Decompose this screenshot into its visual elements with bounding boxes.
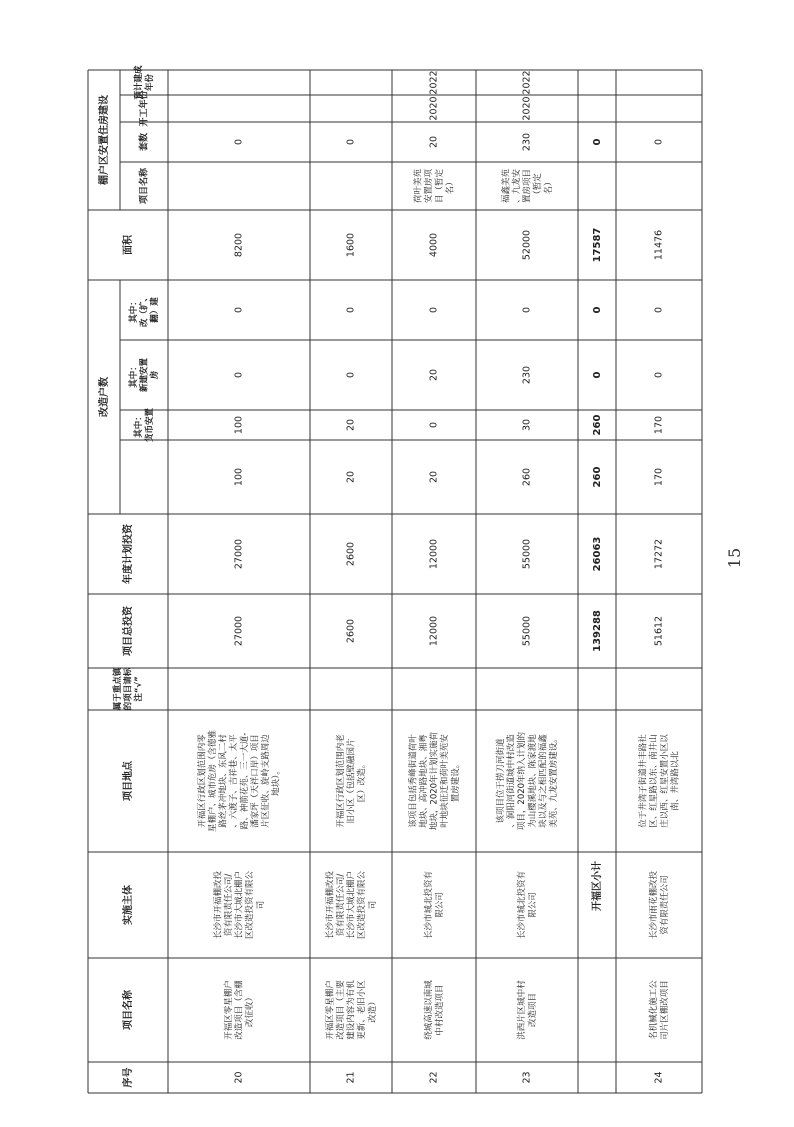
row-22-start-year — [429, 96, 440, 120]
row-20-name-line: 改征收） — [245, 992, 256, 1028]
header-name — [121, 989, 134, 1030]
row-24-new-build-line: 0 — [653, 371, 665, 379]
row-22-new-build — [429, 369, 440, 381]
row-24-entity-line: 长沙市雨花棚改投 — [649, 870, 660, 940]
header-annual-invest-line: 年度计划投资 — [123, 524, 134, 584]
row-20-location-line: 潘家坪（天祥口岸）项目 — [250, 734, 261, 828]
header-households-group-line: 改造户数 — [99, 377, 110, 417]
row-20-location-line: 开福区行政区划范围内零 — [197, 734, 208, 828]
row-22-finish-year — [429, 70, 440, 94]
row-20-entity — [212, 871, 266, 940]
row-21-seq — [346, 1071, 357, 1083]
row-22-area — [429, 233, 440, 257]
row-20-name-line: 改造项目（含棚 — [234, 980, 245, 1040]
row-22-seq-line: 22 — [428, 1071, 440, 1084]
row-22-entity-line: 限公司 — [434, 892, 445, 918]
header-key-town-line: 注“√” — [134, 676, 145, 702]
row-22-annual-invest-line: 12000 — [428, 538, 440, 570]
row-21-name-line: 改造项目（主要 — [335, 980, 346, 1040]
row-24-units-line: 0 — [653, 138, 665, 146]
row-21-name-line: 建设内容为有机 — [346, 980, 357, 1040]
row-24-annual-invest-line: 17272 — [653, 538, 665, 570]
row-22-rebuild — [429, 307, 440, 313]
header-finish-year-line: 预计建成 — [134, 65, 145, 100]
row-24-rebuild — [654, 307, 665, 313]
row-23-households-line: 260 — [521, 467, 533, 487]
row-23-finish-year — [522, 70, 533, 94]
row-22-cash-line: 0 — [428, 421, 440, 429]
row-23-housing-name — [500, 169, 554, 204]
row-20-area — [234, 233, 245, 257]
row-22-new-build-line: 20 — [428, 368, 440, 382]
row-23-total-invest — [522, 616, 533, 646]
row-23-new-build-line: 230 — [521, 365, 533, 385]
row-22-households-line: 20 — [428, 470, 440, 484]
row-22-location-line: 地块，2020年计划实施荷 — [429, 731, 440, 831]
row-23-location-line: 、洞阳河街道城中村改造 — [506, 734, 517, 828]
row-24-name — [648, 980, 670, 1040]
row-20-location-line: 路丝茅冲地块、东风二村 — [218, 734, 229, 828]
header-start-year-line: 开工年份 — [139, 90, 150, 127]
row-20-units — [234, 139, 245, 145]
row-22-housing-name-line: 安置房项 — [424, 168, 435, 204]
row-23-annual-invest-line: 55000 — [521, 538, 533, 570]
row-20-location-line: 片区征收、旋岭支路周边 — [261, 734, 272, 828]
row-21-households-line: 20 — [345, 470, 357, 484]
row-20-location-line: 地块）。 — [271, 766, 282, 796]
row-20-annual-invest-line: 27000 — [233, 538, 245, 570]
row-20-total-invest-line: 27000 — [233, 615, 245, 647]
row-21-units — [346, 139, 357, 145]
header-households-group — [97, 377, 110, 417]
row-23-area-line: 52000 — [521, 229, 533, 261]
row-23-location-line: 为山樱溪地块、陈家渡地 — [527, 734, 538, 828]
header-new-build-line: 新建安置 — [139, 357, 150, 393]
header-new-build-line: 其中： — [128, 362, 139, 388]
subtotal-new-build-line: 0 — [592, 371, 603, 379]
row-24-cash — [654, 416, 665, 434]
row-24-area-line: 11476 — [653, 229, 665, 261]
header-rebuild-line: 翻）建 — [150, 297, 161, 323]
row-22-name-line: 中村改造项目 — [434, 984, 445, 1036]
row-23-area — [522, 230, 533, 260]
row-24-name-line: 司片区棚改项目 — [659, 980, 670, 1040]
row-20-rebuild — [234, 307, 245, 313]
row-23-annual-invest — [522, 539, 533, 569]
header-cash-line: 其中： — [134, 412, 145, 438]
row-22-rebuild-line: 0 — [428, 306, 440, 314]
row-21-cash-line: 20 — [345, 418, 357, 432]
header-total-invest-line: 项目总投资 — [123, 606, 134, 656]
header-rebuild-line: 其中： — [128, 297, 139, 323]
row-20-name-line: 开福区零星棚户 — [223, 980, 234, 1040]
row-20-annual-invest — [234, 539, 245, 569]
subtotal-label-line: 开福区小计 — [592, 861, 603, 911]
row-22-location-line: 叶地块征迁和荷叶美苑安 — [440, 734, 451, 828]
header-housing-group — [97, 95, 110, 185]
row-23-total-invest-line: 55000 — [521, 615, 533, 647]
row-20-households — [234, 468, 245, 486]
header-key-town-line: 的项目请标 — [123, 667, 134, 711]
row-21-area — [346, 233, 357, 257]
row-23-entity — [516, 871, 538, 940]
row-20-location — [196, 730, 281, 833]
row-23-cash-line: 30 — [521, 418, 533, 432]
row-22-households — [429, 471, 440, 483]
row-20-entity-line: 司 — [255, 900, 266, 910]
row-21-new-build-line: 0 — [345, 371, 357, 379]
subtotal-new-build — [592, 371, 603, 378]
row-24-location — [638, 734, 681, 828]
row-24-entity — [648, 871, 670, 940]
header-key-town-line: 属于重点镇 — [112, 667, 123, 711]
row-21-seq-line: 21 — [345, 1071, 357, 1084]
row-22-units — [429, 136, 440, 148]
row-21-entity-line: 长沙市大城北棚户 — [346, 870, 357, 940]
header-seq — [121, 1068, 134, 1088]
row-22-annual-invest — [429, 539, 440, 569]
row-23-housing-name-line: （暂定 — [533, 173, 544, 199]
header-location — [121, 760, 134, 801]
row-23-location — [495, 731, 559, 830]
subtotal-area-line: 17587 — [592, 227, 603, 263]
subtotal-units — [592, 138, 603, 145]
row-20-total-invest — [234, 616, 245, 646]
row-20-new-build-line: 0 — [233, 371, 245, 379]
row-22-finish-year-line: 2022 — [428, 70, 440, 95]
row-24-location-line: 区、红星路以东、南井山 — [649, 734, 660, 828]
table-text-layer — [97, 65, 680, 1087]
row-23-households — [522, 468, 533, 486]
row-24-area — [654, 230, 665, 260]
row-21-entity-line: 资有限责任公司/ — [335, 873, 346, 937]
row-22-entity-line: 长沙市城北投资有 — [424, 870, 435, 940]
table-grid-lines — [88, 0, 794, 1093]
row-23-seq-line: 23 — [521, 1071, 533, 1084]
row-24-cash-line: 170 — [653, 415, 665, 435]
row-21-name-line: 改造） — [367, 997, 378, 1023]
header-annual-invest — [121, 523, 134, 584]
subtotal-annual-invest — [592, 537, 603, 572]
row-23-housing-name-line: 、九龙安 — [511, 168, 522, 204]
row-21-entity-line: 司 — [367, 900, 378, 910]
row-21-units-line: 0 — [345, 138, 357, 146]
page-number-text: 15 — [725, 547, 744, 569]
row-22-cash — [429, 422, 440, 428]
header-entity-line: 实施主体 — [123, 885, 134, 925]
header-area — [121, 234, 134, 255]
row-22-location — [407, 731, 461, 830]
row-22-housing-name-line: 目（暂定 — [434, 168, 445, 204]
row-21-annual-invest — [346, 542, 357, 566]
row-20-location-line: 、六渡子、吉祥巷、太平 — [229, 734, 240, 828]
header-new-build — [128, 358, 160, 393]
header-housing-name-line: 项目名称 — [139, 167, 150, 205]
subtotal-households — [592, 467, 603, 488]
row-23-name-line: 改造项目 — [527, 992, 538, 1028]
subtotal-households-line: 260 — [592, 466, 603, 488]
header-housing-group-line: 棚户区安置住房建设 — [99, 95, 110, 185]
header-housing-name — [138, 167, 150, 204]
header-new-build-line: 房 — [150, 370, 161, 380]
row-20-entity-line: 长沙市开福棚改投 — [213, 870, 224, 940]
row-20-cash-line: 100 — [233, 415, 245, 435]
subtotal-cash — [592, 415, 603, 436]
row-22-name-line: 绕城高速以南城 — [424, 980, 435, 1040]
subtotal-rebuild — [592, 306, 603, 313]
subtotal-units-line: 0 — [592, 138, 603, 146]
row-23-housing-name-line: 置房项目 — [522, 168, 533, 204]
header-total-invest — [121, 605, 134, 656]
row-23-seq — [522, 1071, 533, 1083]
row-20-entity-line: 资有限责任公司/ — [223, 873, 234, 937]
header-rebuild — [128, 293, 160, 327]
header-cash — [133, 408, 155, 443]
subtotal-label — [590, 861, 603, 911]
row-24-location-line: 庄以西、红星安置小区以 — [659, 734, 670, 828]
row-20-area-line: 8200 — [233, 232, 245, 258]
row-21-entity-line: 长沙市开福棚改投 — [325, 870, 336, 940]
row-21-annual-invest-line: 2600 — [345, 541, 357, 567]
row-23-name — [516, 980, 538, 1040]
row-21-cash — [346, 419, 357, 431]
row-22-total-invest-line: 12000 — [428, 615, 440, 647]
row-23-new-build — [522, 366, 533, 384]
row-24-households — [654, 468, 665, 486]
header-cash-line: 货币安置 — [144, 407, 155, 443]
row-22-housing-name-line: 荷叶美苑 — [413, 168, 424, 204]
header-area-line: 面积 — [123, 235, 134, 255]
row-20-name — [223, 980, 255, 1040]
row-20-location-line: 路、神箭花苑、三一大道- — [239, 732, 250, 830]
row-23-location-line: 块以及与之相匹配的福鑫 — [538, 734, 549, 828]
subtotal-cash-line: 260 — [592, 414, 603, 436]
row-24-total-invest-line: 51612 — [653, 615, 665, 647]
subtotal-total-invest — [592, 610, 603, 652]
row-20-seq-line: 20 — [233, 1071, 245, 1084]
row-23-housing-name-line: 名） — [543, 177, 554, 195]
row-23-start-year — [522, 96, 533, 120]
row-21-total-invest — [346, 619, 357, 643]
subtotal-area — [592, 228, 603, 263]
header-entity — [121, 885, 134, 925]
page-number — [722, 545, 748, 571]
row-23-rebuild-line: 0 — [521, 306, 533, 314]
row-24-new-build — [654, 372, 665, 378]
row-23-cash — [522, 419, 533, 431]
row-20-location-line: 星棚户、城市危房（含德雅 — [207, 729, 218, 833]
header-seq-line: 序号 — [123, 1067, 134, 1088]
row-21-location-line: 区）改造。 — [357, 759, 368, 803]
row-21-location-line: 旧小区（包括壁融园片 — [346, 738, 357, 824]
row-22-housing-name-line: 名） — [445, 177, 456, 195]
row-20-entity-line: 长沙市大城北棚户 — [234, 870, 245, 940]
subtotal-rebuild-line: 0 — [592, 306, 603, 314]
row-20-new-build — [234, 372, 245, 378]
row-23-name-line: 洪西片区城中村 — [517, 980, 528, 1040]
header-units-line: 套数 — [139, 132, 150, 152]
row-20-households-line: 100 — [233, 467, 245, 487]
row-24-households-line: 170 — [653, 467, 665, 487]
header-finish-year-line: 年份 — [144, 73, 155, 92]
row-23-location-line: 项目，2020年纳入计划的 — [517, 731, 528, 831]
row-22-units-line: 20 — [428, 135, 440, 149]
row-24-location-line: 南、井湾路以北 — [670, 751, 681, 811]
row-21-households — [346, 471, 357, 483]
row-22-total-invest — [429, 616, 440, 646]
row-23-units — [522, 133, 533, 151]
row-23-rebuild — [522, 307, 533, 313]
header-units — [138, 133, 150, 152]
row-24-location-line: 位于井湾子街道井丰路社 — [638, 734, 649, 828]
row-24-name-line: 名机械化施工公 — [649, 980, 660, 1040]
row-22-housing-name — [413, 169, 456, 204]
header-location-line: 项目地点 — [123, 761, 134, 801]
row-20-cash — [234, 416, 245, 434]
row-22-entity — [423, 871, 445, 940]
row-22-location-line: 置房建设。 — [450, 759, 461, 803]
row-24-seq — [654, 1071, 665, 1083]
row-23-entity-line: 限公司 — [527, 892, 538, 918]
row-23-finish-year-line: 2022 — [521, 70, 533, 95]
row-23-entity-line: 长沙市城北投资有 — [517, 870, 528, 940]
row-22-start-year-line: 2020 — [428, 96, 440, 121]
row-21-entity — [324, 871, 378, 940]
row-22-name — [423, 980, 445, 1040]
row-24-rebuild-line: 0 — [653, 306, 665, 314]
row-20-rebuild-line: 0 — [233, 306, 245, 314]
row-23-start-year-line: 2020 — [521, 96, 533, 121]
row-21-name-line: 更新、老旧小区 — [357, 980, 368, 1040]
row-21-name-line: 开福区零星棚户 — [325, 980, 336, 1040]
row-21-rebuild — [346, 307, 357, 313]
row-20-entity-line: 区改造投资有限公 — [245, 870, 256, 940]
row-21-new-build — [346, 372, 357, 378]
row-20-seq — [234, 1071, 245, 1083]
subtotal-total-invest-line: 139288 — [592, 610, 603, 652]
row-23-location-line: 该项目位于捞刀河街道 — [495, 738, 506, 824]
row-21-total-invest-line: 2600 — [345, 618, 357, 644]
row-24-total-invest — [654, 616, 665, 646]
row-21-area-line: 1600 — [345, 232, 357, 258]
row-22-area-line: 4000 — [428, 232, 440, 258]
row-24-seq-line: 24 — [653, 1071, 665, 1084]
row-23-location-line: 美苑、九龙安置房建设。 — [549, 734, 560, 828]
row-21-entity-line: 区改造投资有限公 — [357, 870, 368, 940]
row-21-location-line: 开福区行政区划范围内老 — [335, 734, 346, 828]
row-24-entity-line: 资有限责任公司 — [659, 875, 670, 935]
row-22-location-line: 地块、高冲路地块、湘粤 — [418, 734, 429, 828]
row-22-seq — [429, 1071, 440, 1083]
row-20-units-line: 0 — [233, 138, 245, 146]
header-name-line: 项目名称 — [123, 990, 134, 1030]
row-21-rebuild-line: 0 — [345, 306, 357, 314]
header-key-town — [112, 667, 144, 711]
subtotal-annual-invest-line: 26063 — [592, 536, 603, 572]
header-rebuild-line: 改（扩、 — [139, 292, 150, 328]
row-21-name — [324, 980, 378, 1040]
row-23-units-line: 230 — [521, 132, 533, 152]
row-22-location-line: 该项目包括秀峰街道荷叶 — [408, 734, 419, 828]
row-24-annual-invest — [654, 539, 665, 569]
row-24-units — [654, 139, 665, 145]
row-23-housing-name-line: 福鑫美苑 — [501, 168, 512, 204]
row-21-location — [335, 734, 367, 828]
